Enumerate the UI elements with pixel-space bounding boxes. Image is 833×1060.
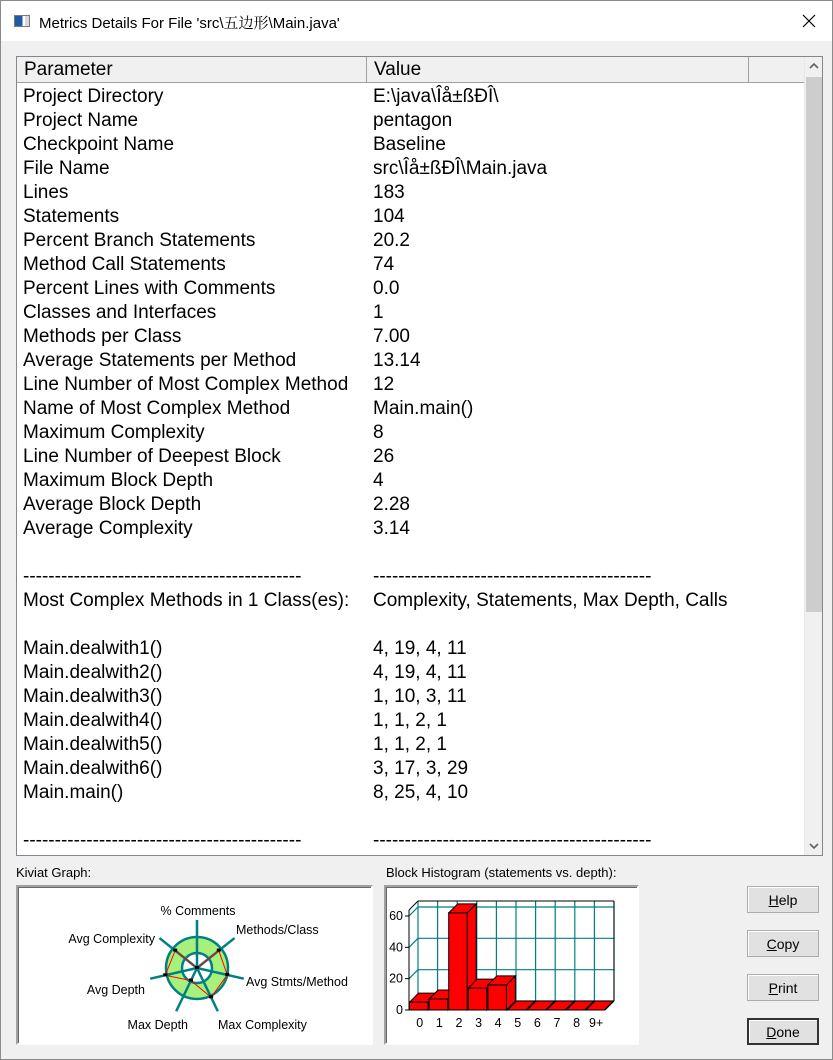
chevron-down-icon xyxy=(809,843,819,849)
x-tick-label: 2 xyxy=(455,1016,463,1030)
close-icon xyxy=(802,14,816,28)
table-row[interactable] xyxy=(17,589,805,613)
parameter-cell: Main.dealwith5() xyxy=(23,734,163,755)
parameter-cell: Main.dealwith2() xyxy=(23,662,163,683)
x-tick-label: 0 xyxy=(416,1016,424,1030)
help-mnemonic: H xyxy=(768,891,779,908)
table-row[interactable] xyxy=(17,613,805,637)
parameter-cell: Statements xyxy=(23,206,120,227)
chevron-up-icon xyxy=(809,63,819,69)
table-row[interactable] xyxy=(17,325,805,349)
parameter-cell: Percent Branch Statements xyxy=(23,230,256,251)
column-header-value[interactable]: Value xyxy=(367,57,749,83)
parameter-cell: Main.main() xyxy=(23,782,124,803)
table-row[interactable] xyxy=(17,205,805,229)
table-row[interactable] xyxy=(17,709,805,733)
value-cell: pentagon xyxy=(373,110,453,131)
x-tick-label: 9+ xyxy=(589,1016,604,1030)
value-cell: 74 xyxy=(373,254,395,275)
value-cell: 4, 19, 4, 11 xyxy=(373,638,467,659)
kiviat-graph xyxy=(16,885,373,1045)
value-cell: 8, 25, 4, 10 xyxy=(373,782,469,803)
value-cell: Baseline xyxy=(373,134,446,155)
value-cell: src\Îå±ßÐÎ\Main.java xyxy=(373,158,548,179)
print-mnemonic: P xyxy=(768,979,778,996)
value-cell: 4, 19, 4, 11 xyxy=(373,662,467,683)
kiviat-graph-svg xyxy=(18,887,371,1043)
value-cell: 4 xyxy=(373,470,384,491)
y-tick-label: 60 xyxy=(389,909,403,923)
print-button[interactable] xyxy=(747,974,819,1001)
grid-line-diagonal xyxy=(409,970,418,979)
parameter-cell: Maximum Complexity xyxy=(23,422,205,443)
help-label: elp xyxy=(778,891,798,908)
table-row[interactable] xyxy=(17,229,805,253)
parameter-cell: Checkpoint Name xyxy=(23,134,175,155)
value-cell: 26 xyxy=(373,446,395,467)
parameter-cell: Classes and Interfaces xyxy=(23,302,217,323)
value-cell: Complexity, Statements, Max Depth, Calls xyxy=(373,590,728,611)
grid-line-diagonal xyxy=(409,938,418,947)
parameter-cell: Average Block Depth xyxy=(23,494,202,515)
x-tick-label: 1 xyxy=(435,1016,443,1030)
parameter-cell: Main.dealwith4() xyxy=(23,710,163,731)
scroll-thumb[interactable] xyxy=(806,77,822,612)
value-cell: 12 xyxy=(373,374,395,395)
copy-mnemonic: C xyxy=(766,935,777,952)
table-row[interactable] xyxy=(17,493,805,517)
table-row[interactable] xyxy=(17,685,805,709)
table-row[interactable] xyxy=(17,133,805,157)
bar xyxy=(468,988,487,1010)
copy-button[interactable] xyxy=(747,930,819,957)
x-tick-label: 5 xyxy=(514,1016,522,1030)
parameter-cell: Name of Most Complex Method xyxy=(23,398,291,419)
kiviat-value-marker xyxy=(195,966,199,969)
close-button[interactable] xyxy=(786,1,832,41)
kiviat-axis-label: Max Depth xyxy=(127,1018,188,1032)
value-cell: 183 xyxy=(373,182,405,203)
parameter-cell: Main.dealwith6() xyxy=(23,758,163,779)
table-row[interactable] xyxy=(17,733,805,757)
kiviat-axis-label: % Comments xyxy=(160,904,236,918)
scroll-up-button[interactable] xyxy=(805,57,823,75)
metrics-list[interactable] xyxy=(16,56,823,856)
value-cell: 104 xyxy=(373,206,405,227)
table-row[interactable] xyxy=(17,541,805,565)
kiviat-axis-label: Avg Stmts/Method xyxy=(246,975,348,989)
kiviat-value-marker xyxy=(225,973,229,976)
copy-label: opy xyxy=(776,935,800,952)
column-header-parameter[interactable]: Parameter xyxy=(17,57,367,83)
table-row[interactable] xyxy=(17,445,805,469)
bar xyxy=(410,1002,429,1010)
x-tick-label: 4 xyxy=(494,1016,502,1030)
value-cell: 1, 1, 2, 1 xyxy=(373,710,447,731)
parameter-cell: Most Complex Methods in 1 Class(es): xyxy=(23,590,350,611)
y-tick-label: 0 xyxy=(396,1003,403,1017)
parameter-cell: Average Complexity xyxy=(23,518,193,539)
parameter-cell: Lines xyxy=(23,182,69,203)
parameter-cell: Average Statements per Method xyxy=(23,350,297,371)
value-cell: 0.0 xyxy=(373,278,400,299)
kiviat-axis-label: Avg Complexity xyxy=(68,932,155,946)
parameter-cell: Main.dealwith1() xyxy=(23,638,163,659)
kiviat-value-marker xyxy=(217,949,221,952)
parameter-cell: Methods per Class xyxy=(23,326,182,347)
value-cell: 13.14 xyxy=(373,350,421,371)
x-tick-label: 8 xyxy=(573,1016,581,1030)
kiviat-value-marker xyxy=(209,995,213,998)
parameter-cell: Line Number of Deepest Block xyxy=(23,446,281,467)
y-tick-label: 40 xyxy=(389,940,403,955)
table-row[interactable] xyxy=(17,301,805,325)
parameter-cell: Project Name xyxy=(23,110,139,131)
block-histogram-label: Block Histogram (statements vs. depth): xyxy=(386,865,617,880)
table-row[interactable] xyxy=(17,373,805,397)
done-button[interactable] xyxy=(747,1018,819,1045)
value-cell: 3.14 xyxy=(373,518,410,539)
table-row[interactable] xyxy=(17,349,805,373)
table-row[interactable] xyxy=(17,805,805,829)
value-cell: Main.main() xyxy=(373,398,474,419)
value-cell: 1, 1, 2, 1 xyxy=(373,734,447,755)
table-row[interactable] xyxy=(17,829,805,853)
kiviat-value-marker xyxy=(163,973,167,976)
table-row[interactable] xyxy=(17,781,805,805)
parameter-cell: Main.dealwith3() xyxy=(23,686,163,707)
kiviat-axis-label: Max Complexity xyxy=(218,1018,307,1032)
value-cell: 20.2 xyxy=(373,230,410,251)
bar xyxy=(449,913,468,1010)
value-cell: E:\java\Îå±ßÐÎ\ xyxy=(373,86,499,107)
value-cell: 1 xyxy=(373,302,384,323)
table-row[interactable] xyxy=(17,85,805,109)
value-cell: 1, 10, 3, 11 xyxy=(373,686,467,707)
value-cell: 7.00 xyxy=(373,326,410,347)
parameter-cell: -------------------------------------------- xyxy=(23,830,302,851)
kiviat-value-marker xyxy=(189,979,193,982)
value-cell: 8 xyxy=(373,422,384,443)
kiviat-axis-label: Methods/Class xyxy=(236,923,319,937)
table-row[interactable] xyxy=(17,517,805,541)
column-header-empty[interactable] xyxy=(749,57,805,83)
kiviat-axis-label: Avg Depth xyxy=(86,983,145,997)
app-window-icon xyxy=(14,15,30,27)
table-row[interactable] xyxy=(17,637,805,661)
table-row[interactable] xyxy=(17,181,805,205)
table-row[interactable] xyxy=(17,253,805,277)
table-row[interactable] xyxy=(17,661,805,685)
parameter-cell: Percent Lines with Comments xyxy=(23,278,276,299)
table-row[interactable] xyxy=(17,469,805,493)
y-tick-label: 20 xyxy=(389,971,403,986)
table-row[interactable] xyxy=(17,397,805,421)
parameter-cell: Project Directory xyxy=(23,86,164,107)
table-row[interactable] xyxy=(17,109,805,133)
parameter-cell: Maximum Block Depth xyxy=(23,470,214,491)
kiviat-value-marker xyxy=(173,949,177,952)
parameter-cell: Method Call Statements xyxy=(23,254,226,275)
bar xyxy=(429,999,448,1010)
table-row[interactable] xyxy=(17,157,805,181)
parameter-cell: File Name xyxy=(23,158,110,179)
done-mnemonic: D xyxy=(766,1023,777,1040)
kiviat-graph-label: Kiviat Graph: xyxy=(16,865,92,880)
block-histogram-svg xyxy=(386,887,637,1043)
value-cell: 2.28 xyxy=(373,494,410,515)
parameter-cell: -------------------------------------------- xyxy=(23,566,302,587)
window-title: Metrics Details For File 'src\五边形\Main.java' xyxy=(39,15,340,32)
value-cell: 3, 17, 3, 29 xyxy=(373,758,469,779)
list-body xyxy=(17,85,805,853)
table-row[interactable] xyxy=(17,421,805,445)
table-row[interactable] xyxy=(17,277,805,301)
help-button[interactable] xyxy=(747,886,819,913)
vertical-scrollbar[interactable] xyxy=(804,57,822,855)
scroll-down-button[interactable] xyxy=(805,837,823,855)
list-header xyxy=(17,57,805,83)
parameter-cell: Line Number of Most Complex Method xyxy=(23,374,349,395)
value-cell: -------------------------------------------- xyxy=(373,830,652,851)
bar xyxy=(488,985,507,1010)
block-histogram xyxy=(384,885,639,1045)
table-row[interactable] xyxy=(17,565,805,589)
x-tick-label: 6 xyxy=(533,1016,541,1030)
print-label: rint xyxy=(777,979,798,996)
value-cell: -------------------------------------------- xyxy=(373,566,652,587)
done-label: one xyxy=(776,1023,800,1040)
x-tick-label: 7 xyxy=(553,1016,561,1030)
title-bar xyxy=(1,1,832,41)
table-row[interactable] xyxy=(17,757,805,781)
x-tick-label: 3 xyxy=(475,1016,483,1030)
